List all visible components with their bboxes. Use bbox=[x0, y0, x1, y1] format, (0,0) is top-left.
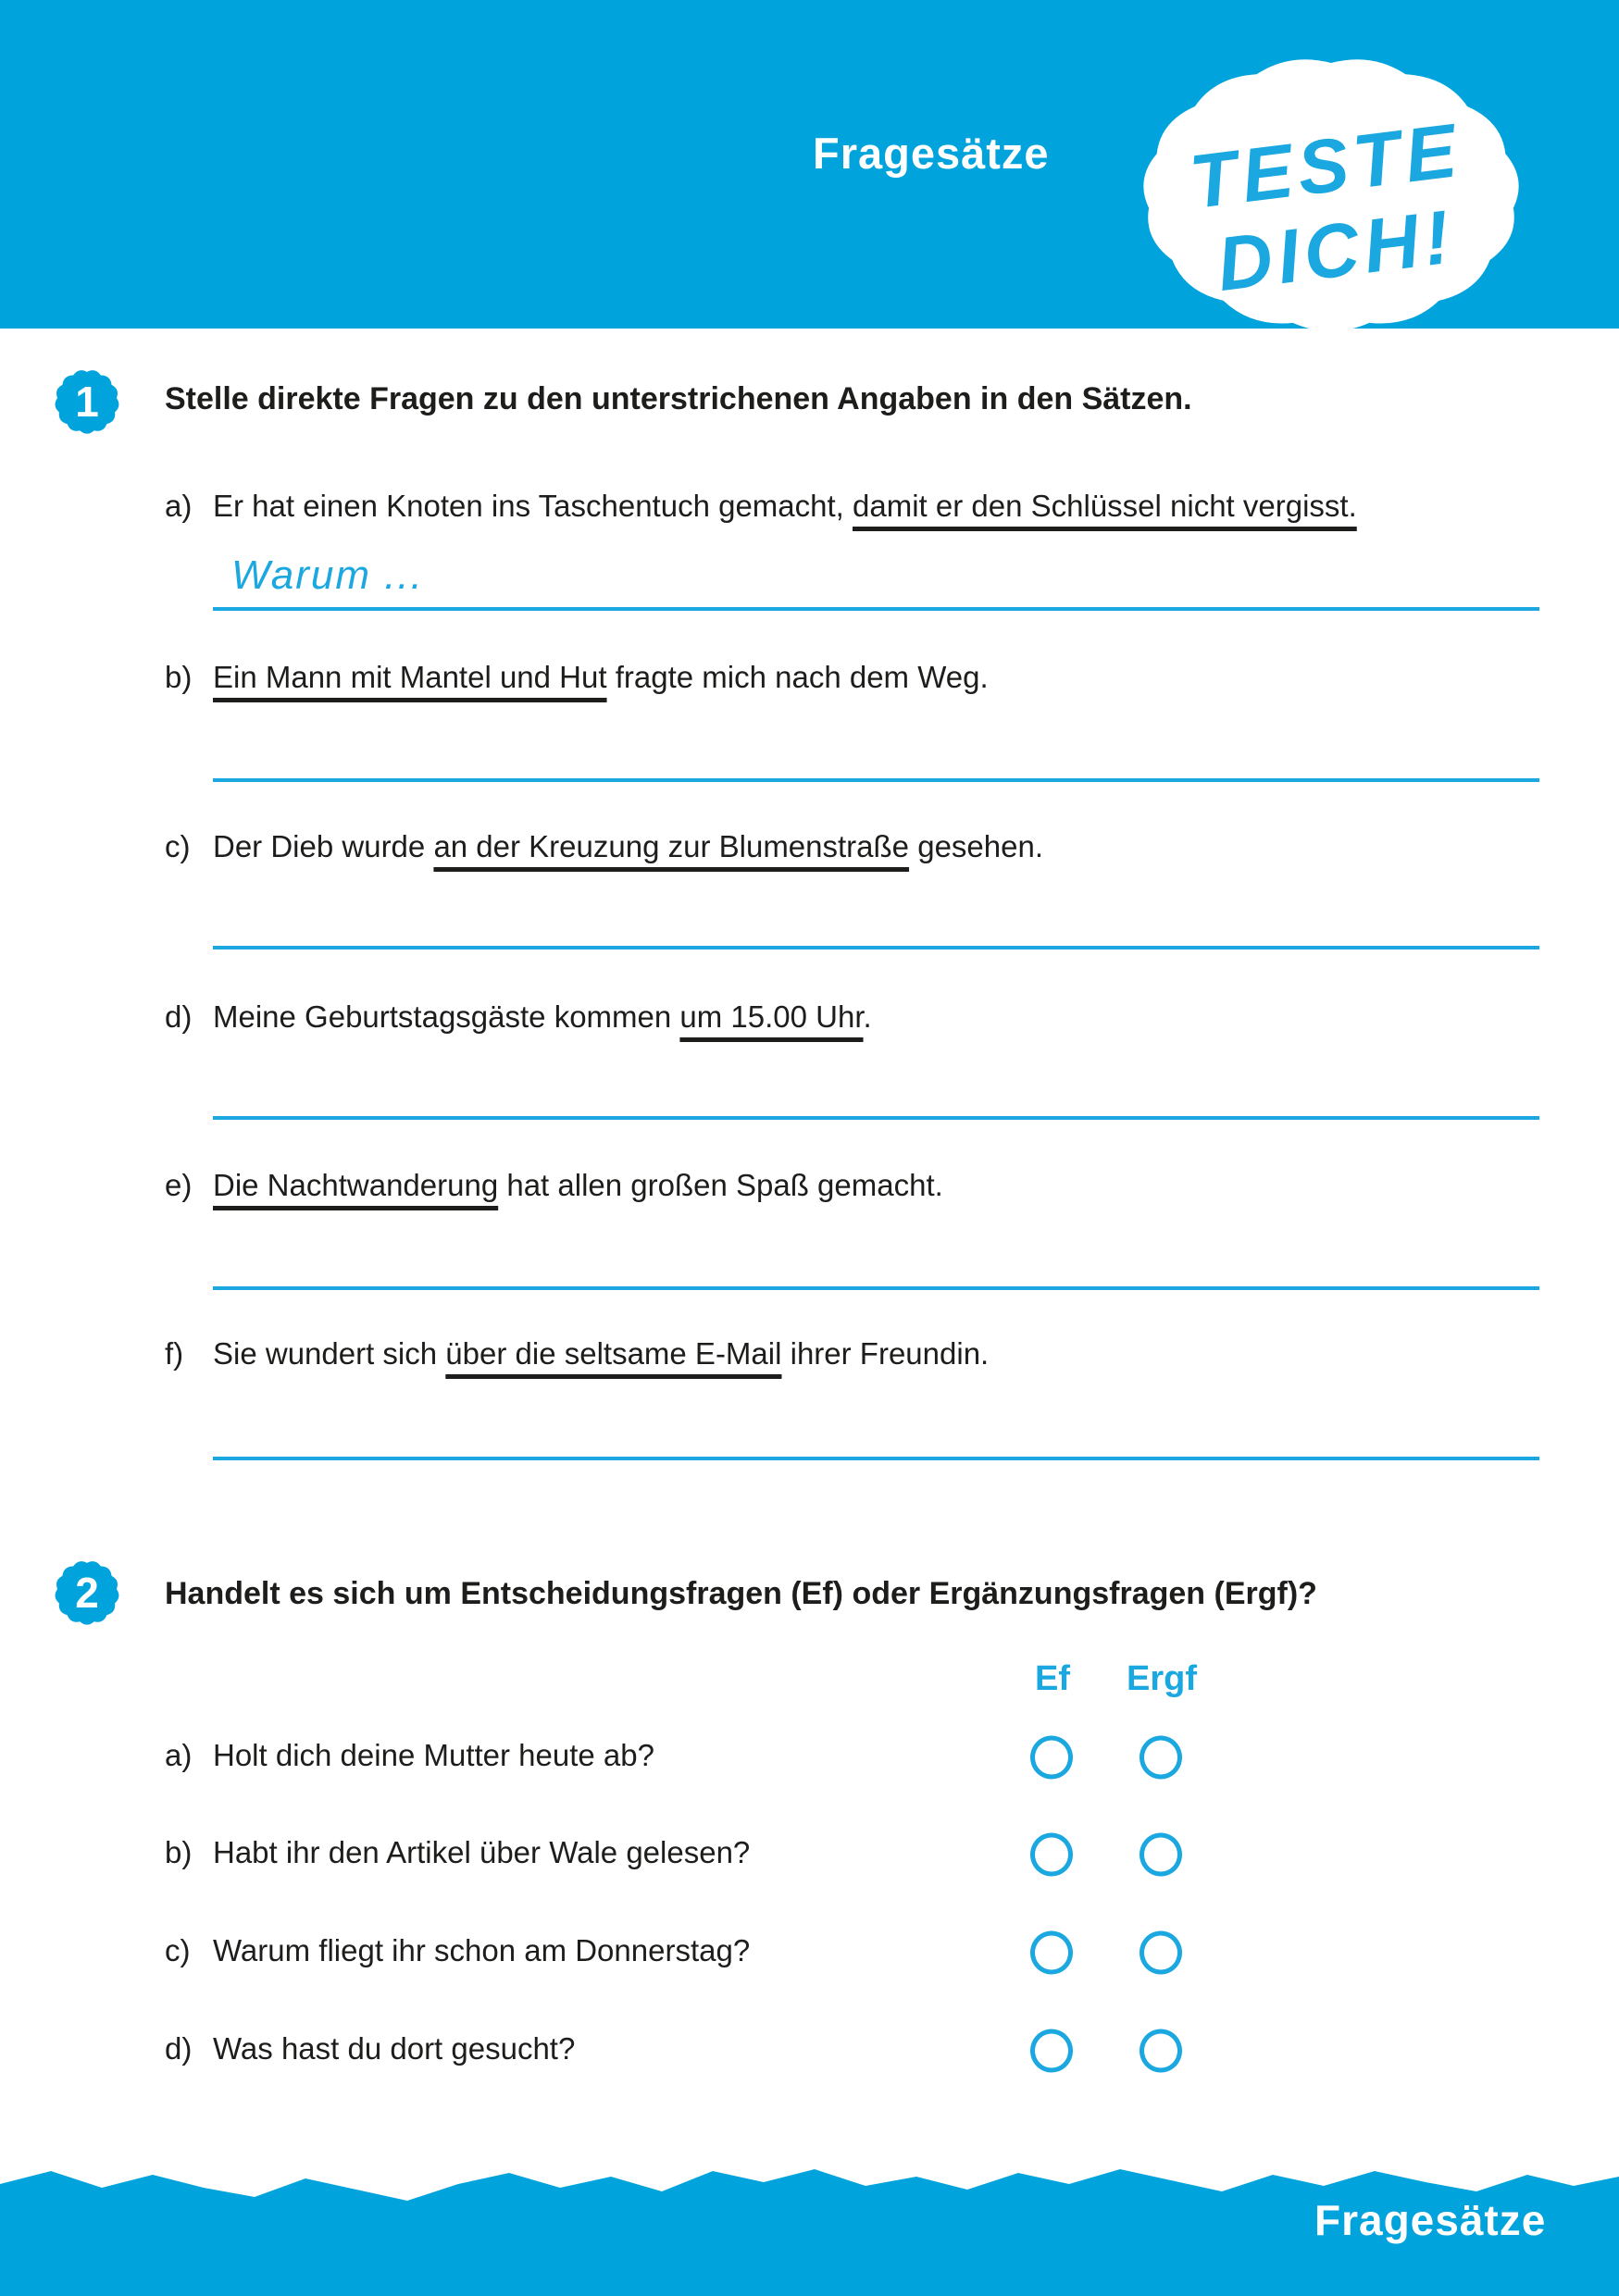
exercise-number: 1 bbox=[75, 378, 99, 426]
item-label: a) bbox=[165, 489, 193, 523]
sentence-underlined: Die Nachtwanderung bbox=[213, 1168, 499, 1202]
sentence-post: ihrer Freundin. bbox=[781, 1336, 990, 1371]
sentence-underlined: damit er den Schlüssel nicht vergisst. bbox=[853, 489, 1357, 523]
item-label: d) bbox=[165, 999, 193, 1034]
sentence-pre: Der Dieb wurde bbox=[213, 829, 434, 863]
sentence-underlined: Ein Mann mit Mantel und Hut bbox=[213, 660, 607, 694]
question-text: Warum fliegt ihr schon am Donnerstag? bbox=[213, 1933, 751, 1967]
question-text: Habt ihr den Artikel über Wale gelesen? bbox=[213, 1835, 751, 1869]
ergf-circle[interactable] bbox=[1140, 1736, 1182, 1780]
item-sentence bbox=[213, 660, 989, 695]
sentence-pre: Meine Geburtstagsgäste kommen bbox=[213, 999, 680, 1034]
handwritten-answer: Warum ... bbox=[231, 552, 424, 598]
sentence-underlined: um 15.00 Uhr bbox=[679, 999, 864, 1034]
teste-dich-badge bbox=[1129, 46, 1533, 352]
sentence-post: gesehen. bbox=[909, 829, 1044, 863]
exercise-1-instruction: Stelle direkte Fragen zu den unterstrichenen Angaben in den Sätzen. bbox=[165, 381, 1192, 416]
ergf-circle[interactable] bbox=[1140, 1833, 1182, 1877]
item-sentence bbox=[213, 1336, 989, 1371]
item-label: b) bbox=[165, 660, 193, 694]
footer-title: Fragesätze bbox=[1314, 2196, 1547, 2244]
item-sentence bbox=[213, 829, 1043, 864]
question-label: d) bbox=[165, 2031, 193, 2066]
ef-circle[interactable] bbox=[1030, 2029, 1073, 2073]
sentence-underlined: an der Kreuzung zur Blumenstraße bbox=[433, 829, 910, 863]
badge-line-1: TESTE bbox=[1185, 107, 1466, 225]
exercise-number: 2 bbox=[75, 1569, 99, 1617]
question-text: Was hast du dort gesucht? bbox=[213, 2031, 576, 2066]
answer-line[interactable] bbox=[213, 1457, 1539, 1460]
ergf-circle[interactable] bbox=[1140, 2029, 1182, 2073]
ef-circle[interactable] bbox=[1030, 1736, 1073, 1780]
item-label: f) bbox=[165, 1336, 184, 1371]
item-label: c) bbox=[165, 829, 191, 863]
item-sentence bbox=[213, 489, 1357, 524]
question-label: c) bbox=[165, 1933, 191, 1967]
exercise-2-instruction: Handelt es sich um Entscheidungsfragen (Ef) oder Ergänzungsfragen (Ergf)? bbox=[165, 1576, 1317, 1611]
column-header-ef: Ef bbox=[1035, 1659, 1070, 1698]
sentence-post: . bbox=[863, 999, 872, 1034]
sentence-post: hat allen großen Spaß gemacht. bbox=[498, 1168, 943, 1202]
column-header-ergf: Ergf bbox=[1127, 1659, 1197, 1698]
badge-line-2: DICH! bbox=[1213, 194, 1461, 308]
ef-circle[interactable] bbox=[1030, 1931, 1073, 1975]
answer-line[interactable] bbox=[213, 946, 1539, 949]
answer-line[interactable] bbox=[213, 1286, 1539, 1290]
sentence-post: fragte mich nach dem Weg. bbox=[606, 660, 989, 694]
exercise-1-badge bbox=[51, 366, 123, 438]
page-title: Fragesätze bbox=[813, 129, 1050, 178]
sentence-pre: Sie wundert sich bbox=[213, 1336, 446, 1371]
question-label: b) bbox=[165, 1835, 193, 1869]
item-sentence bbox=[213, 999, 872, 1035]
ef-circle[interactable] bbox=[1030, 1833, 1073, 1877]
item-label: e) bbox=[165, 1168, 193, 1202]
ergf-circle[interactable] bbox=[1140, 1931, 1182, 1975]
sentence-underlined: über die seltsame E-Mail bbox=[445, 1336, 782, 1371]
answer-line[interactable] bbox=[213, 1116, 1539, 1120]
sentence-pre: Er hat einen Knoten ins Taschentuch gemacht, bbox=[213, 489, 853, 523]
question-text: Holt dich deine Mutter heute ab? bbox=[213, 1738, 654, 1772]
answer-line[interactable] bbox=[213, 778, 1539, 782]
exercise-2-badge bbox=[51, 1557, 123, 1629]
answer-line[interactable] bbox=[213, 607, 1539, 611]
item-sentence bbox=[213, 1168, 943, 1203]
question-label: a) bbox=[165, 1738, 193, 1772]
